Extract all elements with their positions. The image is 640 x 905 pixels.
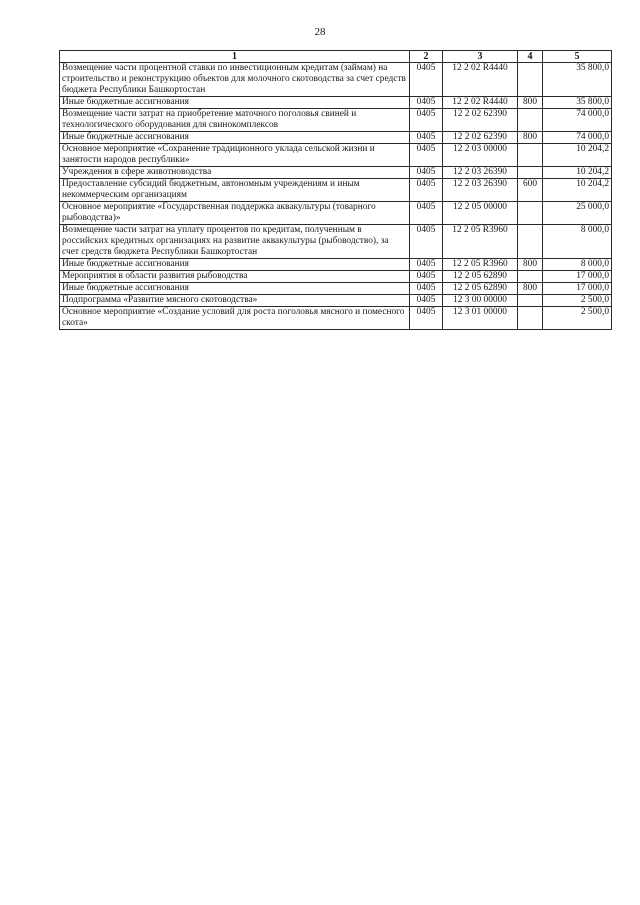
row-section: 0405 [410, 109, 443, 132]
column-header-section: 2 [410, 51, 443, 63]
row-amount: 17 000,0 [543, 283, 612, 295]
table-row [60, 109, 612, 132]
row-section: 0405 [410, 202, 443, 225]
row-code: 12 2 05 62890 [443, 283, 518, 295]
row-expense-type: 600 [518, 179, 543, 202]
row-name: Мероприятия в области развития рыбоводства [60, 271, 410, 283]
row-name: Иные бюджетные ассигнования [60, 283, 410, 295]
row-expense-type: 800 [518, 132, 543, 144]
row-section: 0405 [410, 144, 443, 167]
row-expense-type [518, 144, 543, 167]
row-expense-type: 800 [518, 259, 543, 271]
row-name: Основное мероприятие «Создание условий для роста поголовья мясного и помесного скота» [60, 307, 410, 330]
row-code: 12 2 03 26390 [443, 179, 518, 202]
row-name: Возмещение части затрат на уплату процентов по кредитам, полученным в российских кредитных организациях на развитие аквакультуры (рыбоводство), за счет средств бюджета Республики Башкортостан [60, 225, 410, 259]
row-section: 0405 [410, 283, 443, 295]
budget-table [59, 50, 612, 330]
table-row [60, 283, 612, 295]
row-expense-type [518, 63, 543, 97]
row-section: 0405 [410, 179, 443, 202]
row-amount: 74 000,0 [543, 109, 612, 132]
row-section: 0405 [410, 132, 443, 144]
row-code: 12 3 01 00000 [443, 307, 518, 330]
row-amount: 8 000,0 [543, 259, 612, 271]
row-section: 0405 [410, 63, 443, 97]
row-section: 0405 [410, 97, 443, 109]
row-code: 12 2 02 62390 [443, 132, 518, 144]
row-code: 12 2 05 R3960 [443, 259, 518, 271]
row-name: Иные бюджетные ассигнования [60, 97, 410, 109]
row-name: Основное мероприятие «Государственная поддержка аквакультуры (товарного рыбоводства)» [60, 202, 410, 225]
row-expense-type [518, 109, 543, 132]
table-row [60, 271, 612, 283]
row-section: 0405 [410, 295, 443, 307]
table-row [60, 144, 612, 167]
row-expense-type [518, 225, 543, 259]
row-amount: 10 204,2 [543, 179, 612, 202]
column-header-name: 1 [60, 51, 410, 63]
row-section: 0405 [410, 259, 443, 271]
row-code: 12 2 03 26390 [443, 167, 518, 179]
table-row [60, 307, 612, 330]
row-expense-type [518, 295, 543, 307]
row-amount: 8 000,0 [543, 225, 612, 259]
row-code: 12 2 02 62390 [443, 109, 518, 132]
row-code: 12 2 02 R4440 [443, 97, 518, 109]
row-name: Основное мероприятие «Сохранение традиционного уклада сельской жизни и занятости народов республики» [60, 144, 410, 167]
row-amount: 17 000,0 [543, 271, 612, 283]
row-expense-type [518, 307, 543, 330]
table-row [60, 202, 612, 225]
row-amount: 35 800,0 [543, 97, 612, 109]
row-amount: 2 500,0 [543, 295, 612, 307]
row-code: 12 2 02 R4440 [443, 63, 518, 97]
row-amount: 25 000,0 [543, 202, 612, 225]
row-name: Возмещение части процентной ставки по инвестиционным кредитам (займам) на строительство и реконструкцию объектов для молочного скотоводства за счет средств бюджета Республики Башкортостан [60, 63, 410, 97]
column-header-code: 3 [443, 51, 518, 63]
row-name: Возмещение части затрат на приобретение маточного поголовья свиней и технологического оборудования для свинокомплексов [60, 109, 410, 132]
row-amount: 74 000,0 [543, 132, 612, 144]
row-code: 12 2 05 R3960 [443, 225, 518, 259]
table-row [60, 97, 612, 109]
row-code: 12 2 05 00000 [443, 202, 518, 225]
column-header-amount: 5 [543, 51, 612, 63]
page-number: 28 [314, 26, 326, 38]
row-expense-type [518, 202, 543, 225]
row-code: 12 3 00 00000 [443, 295, 518, 307]
row-name: Иные бюджетные ассигнования [60, 132, 410, 144]
row-amount: 2 500,0 [543, 307, 612, 330]
row-expense-type [518, 271, 543, 283]
table-row [60, 225, 612, 259]
row-amount: 35 800,0 [543, 63, 612, 97]
row-name: Иные бюджетные ассигнования [60, 259, 410, 271]
table-header-row [60, 51, 612, 63]
table-row [60, 259, 612, 271]
table-row [60, 295, 612, 307]
table-row [60, 63, 612, 97]
table-row [60, 132, 612, 144]
row-code: 12 2 03 00000 [443, 144, 518, 167]
table-row [60, 179, 612, 202]
row-section: 0405 [410, 307, 443, 330]
row-section: 0405 [410, 225, 443, 259]
row-section: 0405 [410, 167, 443, 179]
row-expense-type: 800 [518, 97, 543, 109]
row-section: 0405 [410, 271, 443, 283]
row-expense-type [518, 167, 543, 179]
table-row [60, 167, 612, 179]
row-code: 12 2 05 62890 [443, 271, 518, 283]
column-header-type: 4 [518, 51, 543, 63]
row-name: Учреждения в сфере животноводства [60, 167, 410, 179]
row-amount: 10 204,2 [543, 144, 612, 167]
row-name: Подпрограмма «Развитие мясного скотоводства» [60, 295, 410, 307]
row-expense-type: 800 [518, 283, 543, 295]
row-amount: 10 204,2 [543, 167, 612, 179]
row-name: Предоставление субсидий бюджетным, автономным учреждениям и иным некоммерческим организациям [60, 179, 410, 202]
